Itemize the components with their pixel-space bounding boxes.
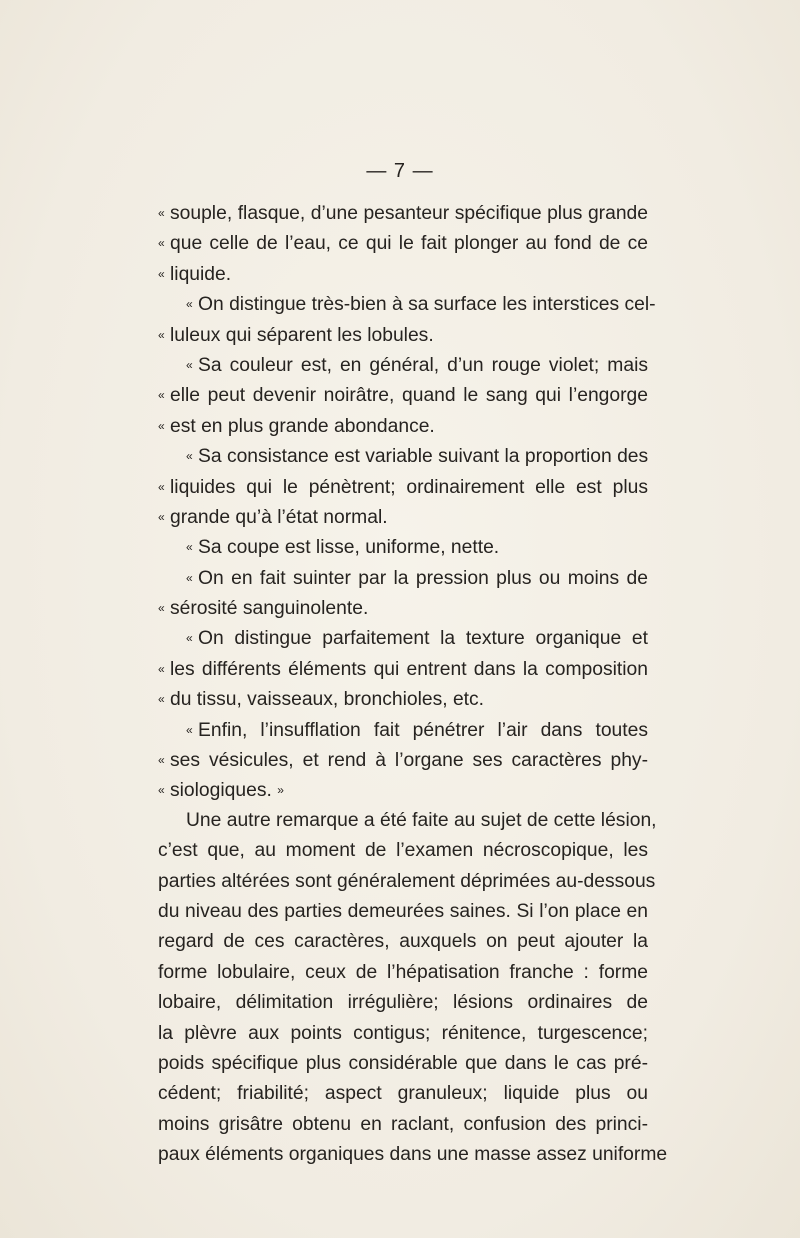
text-line: regard de ces caractères, auxquels on peut ajouter la — [158, 931, 648, 953]
text-line: « liquide. — [158, 259, 648, 289]
close-quote: » — [277, 783, 284, 798]
quote-mark: « — [186, 449, 193, 464]
text-line: « souple, flasque, d’une pesanteur spécifique plus grande — [158, 198, 648, 228]
text-line: « sérosité sanguinolente. — [158, 593, 648, 623]
quote-mark: « — [158, 601, 165, 616]
quote-mark: « — [186, 540, 193, 555]
text-line: « les différents éléments qui entrent dans la composition — [158, 654, 648, 684]
quote-mark: « — [158, 783, 165, 798]
text-line: forme lobulaire, ceux de l’hépatisation franche : forme — [158, 961, 648, 983]
quote-mark: « — [158, 418, 165, 433]
text-line: moins grisâtre obtenu en raclant, confusion des princi- — [158, 1113, 648, 1135]
quote-mark: « — [158, 509, 165, 524]
text-line: « Sa coupe est lisse, uniforme, nette. — [158, 532, 648, 562]
text-line: « luleux qui séparent les lobules. — [158, 320, 648, 350]
text-line: parties altérées sont généralement déprimées au-dessous — [158, 870, 656, 892]
text-line: poids spécifique plus considérable que dans le cas pré- — [158, 1052, 648, 1074]
quote-mark: « — [158, 266, 165, 281]
text-line: du niveau des parties demeurées saines. Si l’on place en — [158, 900, 648, 922]
quote-mark: « — [186, 631, 193, 646]
text-line: lobaire, délimitation irrégulière; lésions ordinaires de — [158, 992, 648, 1014]
quote-mark: « — [158, 327, 165, 342]
quote-mark: « — [186, 570, 193, 585]
text-line: « liquides qui le pénètrent; ordinairement elle est plus — [158, 472, 648, 502]
text-line: « que celle de l’eau, ce qui le fait plonger au fond de ce — [158, 228, 648, 258]
quote-mark: « — [158, 206, 165, 220]
text-line: « siologiques. » — [158, 775, 648, 805]
quote-mark: « — [158, 388, 165, 403]
text-line: Une autre remarque a été faite au sujet de cette lésion, — [186, 809, 657, 831]
quote-mark: « — [186, 297, 193, 312]
text-line: paux éléments organiques dans une masse assez uniforme — [158, 1144, 668, 1166]
text-line: « du tissu, vaisseaux, bronchioles, etc. — [158, 684, 648, 714]
quote-mark: « — [186, 722, 193, 737]
text-line: « On distingue très-bien à sa surface les interstices cel- — [158, 289, 648, 319]
quote-mark: « — [158, 753, 165, 768]
text-line: « grande qu’à l’état normal. — [158, 502, 648, 532]
quote-mark: « — [186, 357, 193, 372]
text-line: « Sa couleur est, en général, d’un rouge violet; mais — [158, 350, 648, 380]
text-line: « On distingue parfaitement la texture organique et — [158, 623, 648, 653]
body-text — [158, 198, 668, 1171]
quote-mark: « — [158, 479, 165, 494]
text-line: « est en plus grande abondance. — [158, 411, 648, 441]
text-line: « ses vésicules, et rend à l’organe ses caractères phy- — [158, 745, 648, 775]
quote-mark: « — [158, 661, 165, 676]
text-line: « elle peut devenir noirâtre, quand le sang qui l’engorge — [158, 380, 648, 410]
text-line: « Enfin, l’insufflation fait pénétrer l’air dans toutes — [158, 715, 648, 745]
page-number: — 7 — — [366, 160, 434, 182]
text-line: « Sa consistance est variable suivant la proportion des — [158, 441, 648, 471]
quote-mark: « — [158, 236, 165, 251]
quote-mark: « — [158, 692, 165, 707]
text-line: la plèvre aux points contigus; rénitence, turgescence; — [158, 1022, 648, 1044]
text-line: cédent; friabilité; aspect granuleux; liquide plus ou — [158, 1083, 648, 1105]
text-line: c’est que, au moment de l’examen nécroscopique, les — [158, 840, 648, 862]
text-line: « On en fait suinter par la pression plus ou moins de — [158, 563, 648, 593]
